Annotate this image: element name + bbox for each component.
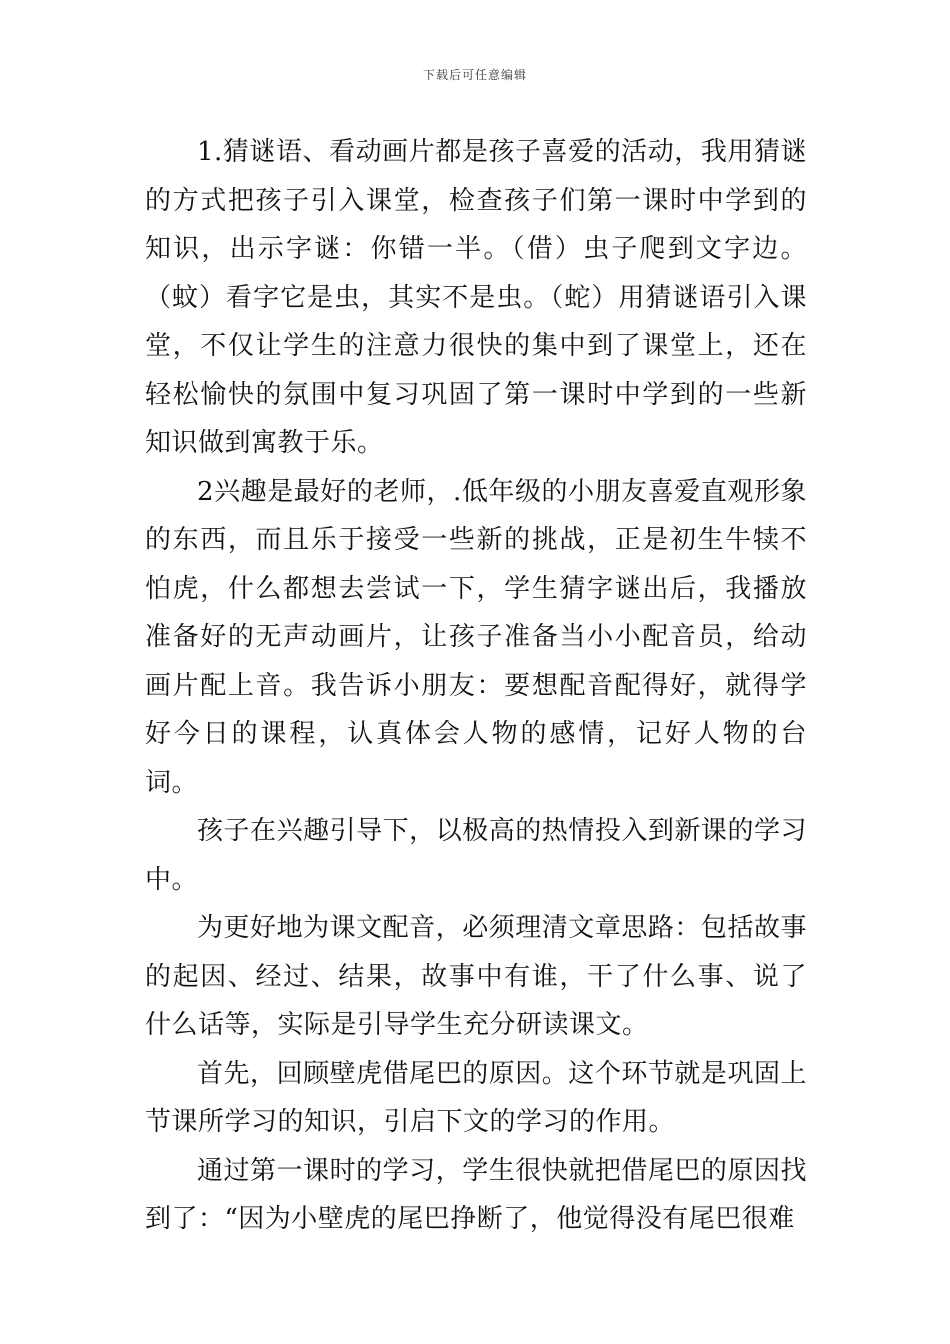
paragraph-1: 1.猜谜语、看动画片都是孩子喜爱的活动，我用猜谜的方式把孩子引入课堂，检查孩子们第一课时中学到的知识，出示字谜：你错一半。（借）虫子爬到文字边。（蚊）看字它是虫，其实不是虫。（蛇）用猜谜语引入课堂，不仅让学生的注意力很快的集中到了课堂上，还在轻松愉快的氛围中复习巩固了第一课时中学到的一些新知识做到寓教于乐。 xyxy=(145,137,807,458)
paragraph-3: 孩子在兴趣引导下，以极高的热情投入到新课的学习中。 xyxy=(145,816,807,895)
document-body xyxy=(145,128,807,1244)
paragraph-2: 2兴趣是最好的老师，.低年级的小朋友喜爱直观形象的东西，而且乐于接受一些新的挑战，正是初生牛犊不怕虎，什么都想去尝试一下，学生猜字谜出后，我播放准备好的无声动画片，让孩子准备当小小配音员，给动画片配上音。我告诉小朋友：要想配音配得好，就得学好今日的课程，认真体会人物的感情，记好人物的台词。 xyxy=(145,476,807,798)
paragraph-4: 为更好地为课文配音，必须理清文章思路：包括故事的起因、经过、结果，故事中有谁，干了什么事、说了什么话等，实际是引导学生充分研读课文。 xyxy=(145,913,807,1040)
page-header: 下载后可任意编辑 xyxy=(422,68,527,82)
paragraph-5: 首先，回顾壁虎借尾巴的原因。这个环节就是巩固上节课所学习的知识，引启下文的学习的作用。 xyxy=(145,1058,807,1137)
paragraph-6: 通过第一课时的学习，学生很快就把借尾巴的原因找到了：“因为小壁虎的尾巴挣断了，他觉得没有尾巴很难 xyxy=(145,1155,807,1234)
